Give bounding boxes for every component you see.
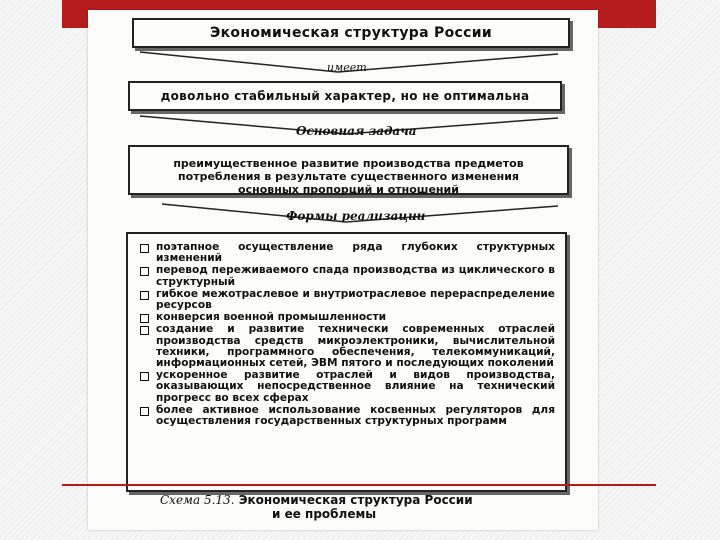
list-item: гибкое межотраслевое и внутриотраслевое перераспределение ресурсов bbox=[140, 289, 555, 311]
figure-caption bbox=[160, 493, 540, 521]
checkbox-square-icon bbox=[140, 372, 149, 381]
list-item: более активное использование косвенных регуляторов для осуществления государственных структурных программ bbox=[140, 405, 555, 427]
main-task-box bbox=[128, 145, 569, 195]
forms-box bbox=[126, 232, 567, 492]
scanned-page bbox=[88, 10, 598, 530]
list-item: поэтапное осуществление ряда глубоких структурных изменений bbox=[140, 242, 555, 264]
diagram-title: Экономическая структура России bbox=[210, 25, 492, 41]
checkbox-square-icon bbox=[140, 244, 149, 253]
forms-list bbox=[140, 242, 555, 427]
checkbox-square-icon bbox=[140, 326, 149, 335]
main-task-line: потребления в результате существенного изменения bbox=[178, 170, 519, 183]
list-item: перевод переживаемого спада производства из циклического в структурный bbox=[140, 265, 555, 287]
checkbox-square-icon bbox=[140, 314, 149, 323]
list-item: создание и развитие технически современных отраслей производства средств микроэлектроники, вычислительной техники, программного обеспечения, телекоммуникаций, информационных сетей, ЭВМ пятого и последующих поколений bbox=[140, 324, 555, 369]
checkbox-square-icon bbox=[140, 407, 149, 416]
connector-label-has: имеет bbox=[327, 61, 367, 74]
connector-label-forms: Формы реализации bbox=[286, 209, 426, 223]
list-item: конверсия военной промышленности bbox=[140, 312, 555, 323]
stability-text: довольно стабильный характер, но не оптимальна bbox=[160, 89, 530, 103]
main-task-line: основных пропорций и отношений bbox=[238, 183, 459, 196]
caption-prefix: Схема 5.13. bbox=[160, 493, 235, 507]
caption-line2: и ее проблемы bbox=[272, 507, 377, 521]
connector-label-task: Основная задача bbox=[296, 124, 417, 138]
slide-bottom-accent-line bbox=[62, 484, 656, 486]
caption-line1: Экономическая структура России bbox=[238, 493, 473, 507]
stability-box bbox=[128, 81, 562, 111]
main-task-line: преимущественное развитие производства предметов bbox=[173, 157, 524, 170]
checkbox-square-icon bbox=[140, 267, 149, 276]
checkbox-square-icon bbox=[140, 291, 149, 300]
list-item: ускоренное развитие отраслей и видов производства, оказывающих непосредственное влияние на технический прогресс во всех сферах bbox=[140, 370, 555, 404]
